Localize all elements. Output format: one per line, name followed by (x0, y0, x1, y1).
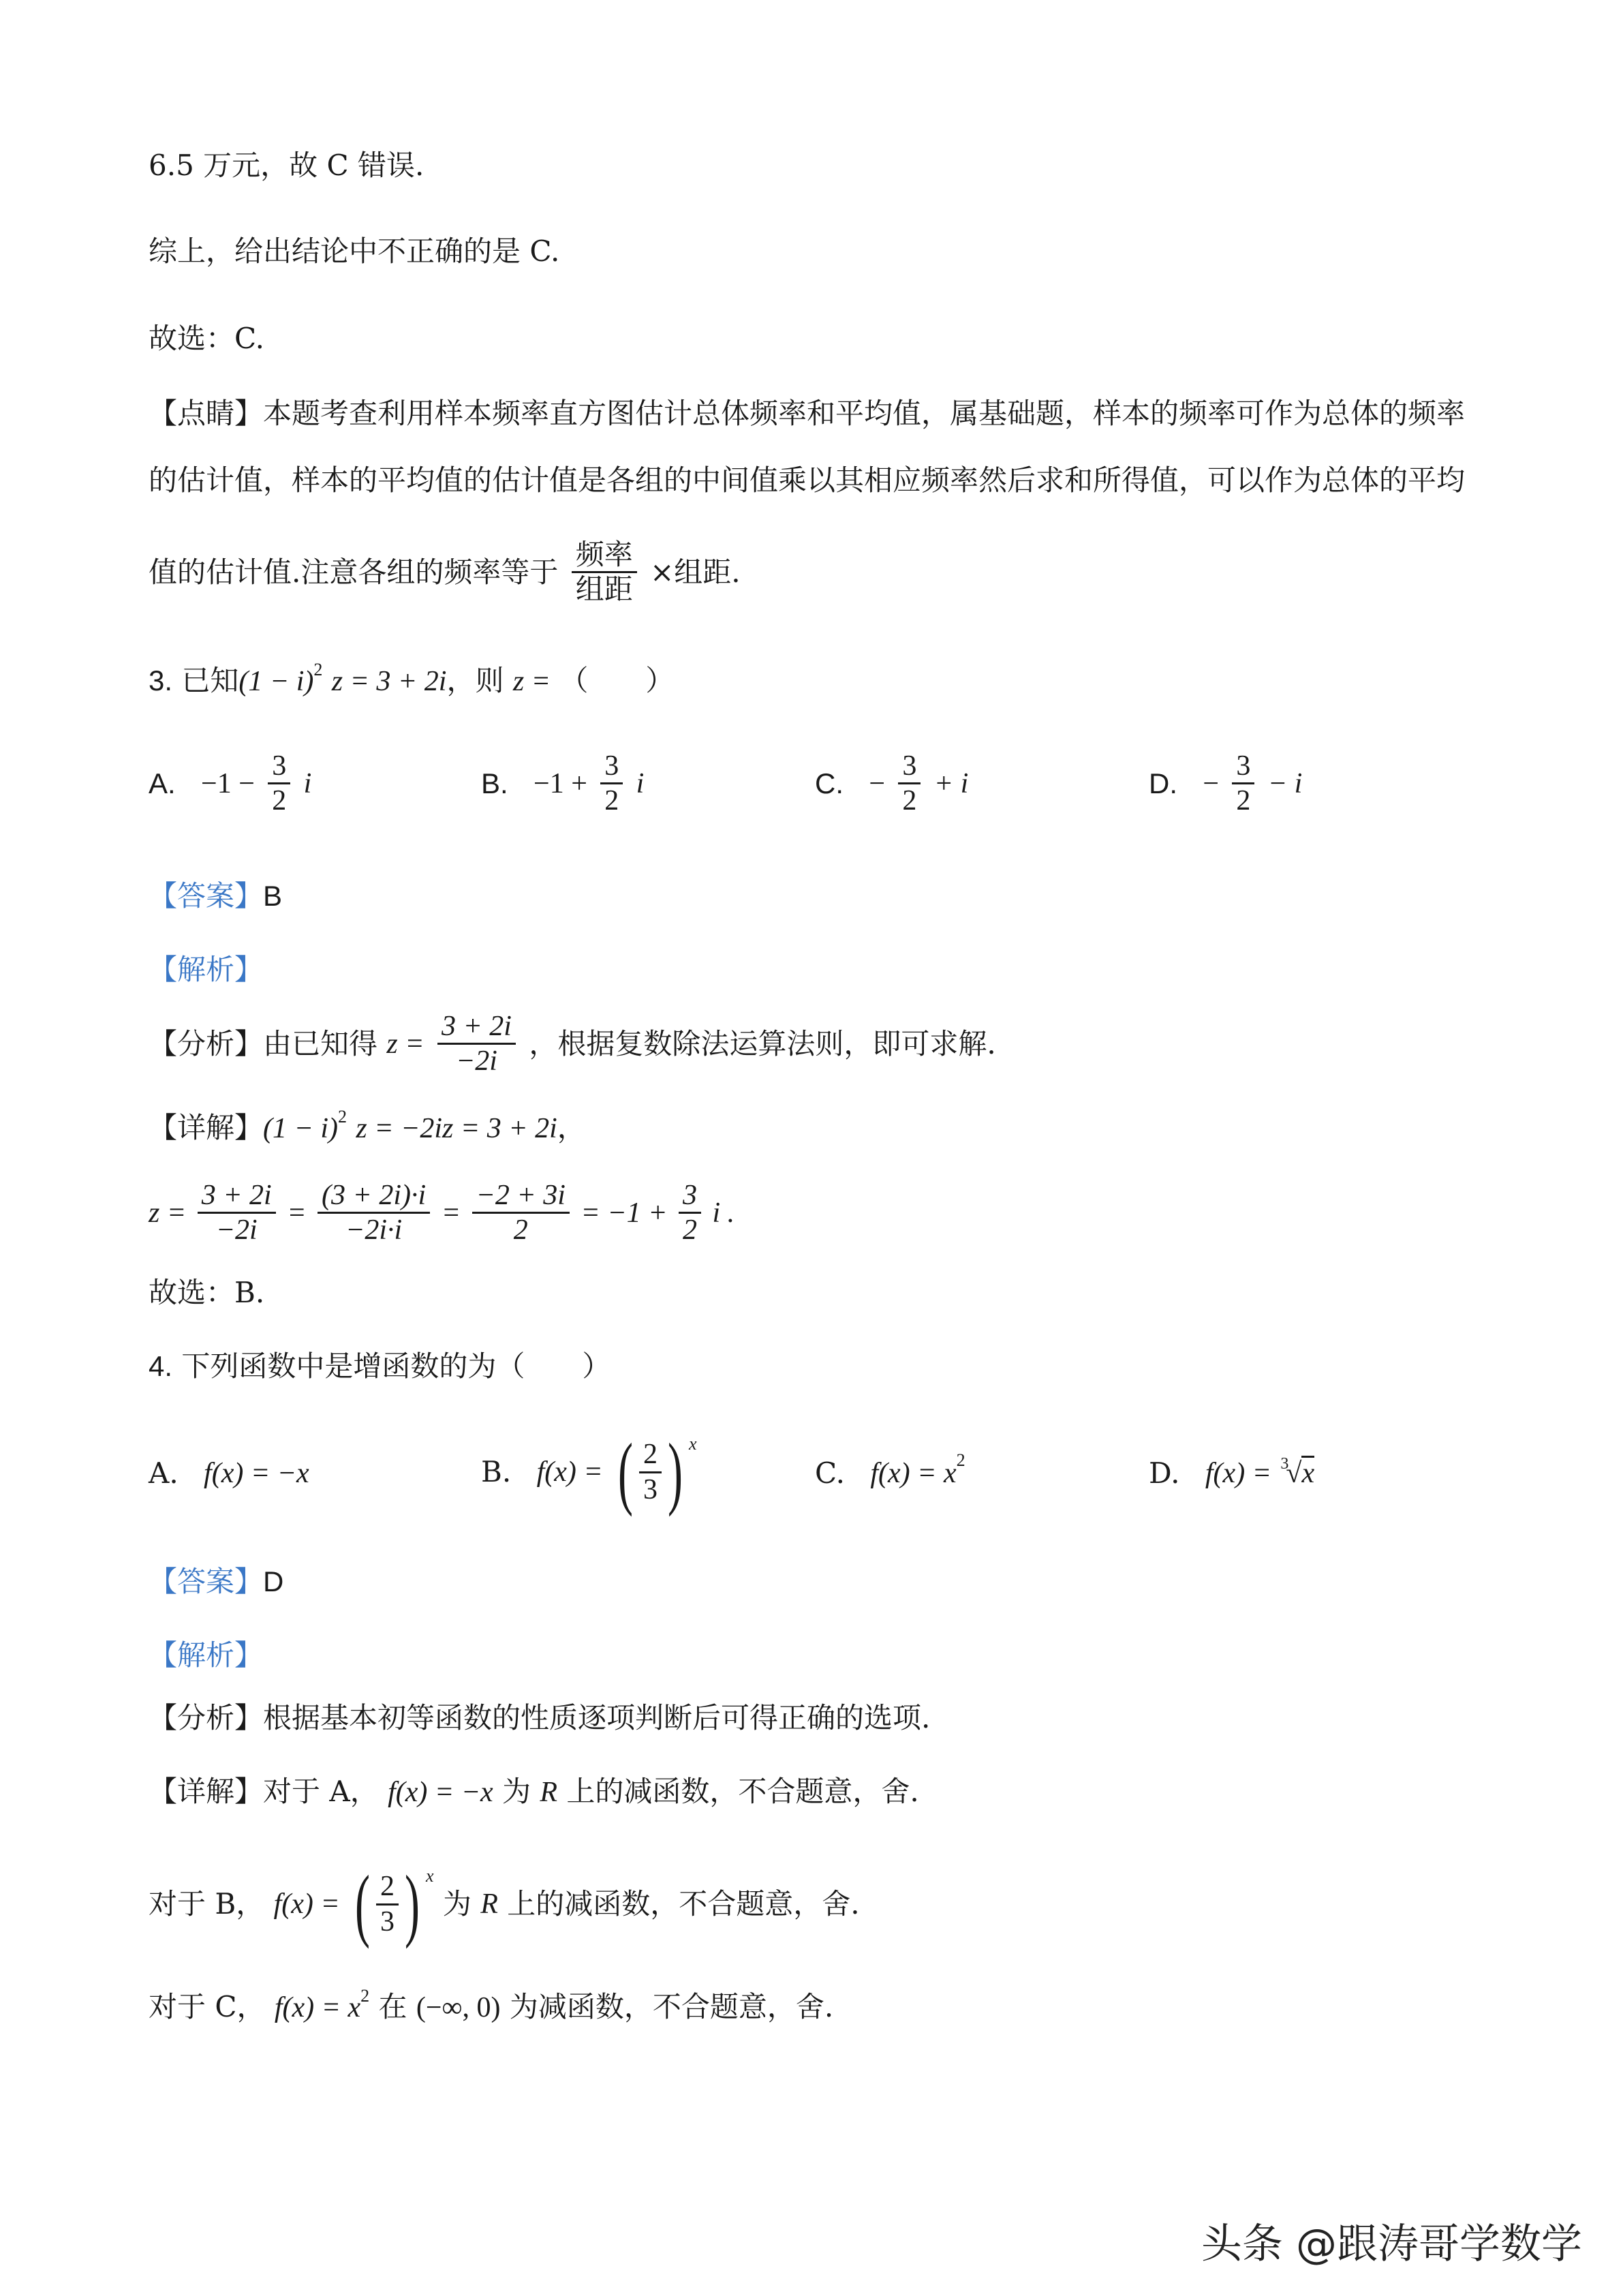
text: 对于 A， (263, 1775, 379, 1808)
fraction-denominator: −2i (455, 1045, 497, 1077)
equation-line (149, 1179, 735, 1247)
text-line: 故选：B. (149, 1276, 265, 1309)
fraction-numerator: 3 + 2i (198, 1179, 276, 1214)
answer-line (149, 879, 283, 913)
option-c (815, 1450, 965, 1490)
fenxi-tag: 【分析】 (149, 1026, 264, 1060)
math: (−∞, 0) (416, 1992, 501, 2023)
fraction-denominator: 2 (682, 1214, 697, 1246)
question-4-stem (149, 1349, 611, 1383)
math: f(x) = (536, 1456, 603, 1488)
option-d (1149, 1457, 1314, 1488)
text: 为 (502, 1775, 531, 1808)
text: 为减函数，不合题意，舍. (509, 1990, 834, 2023)
math: (1 − i) (263, 1113, 338, 1144)
superscript: 2 (338, 1107, 347, 1127)
text: . (731, 555, 741, 589)
fraction-numerator: 3 (600, 750, 623, 784)
text: 上的减函数，不合题意，舍. (507, 1887, 860, 1920)
left-paren: ( (618, 1426, 634, 1517)
text: 值的估计值.注意各组的频率等于 (149, 555, 559, 589)
option-b (481, 1426, 697, 1517)
math: i (303, 767, 312, 799)
fenxi-line (149, 1010, 996, 1078)
math: + i (933, 767, 969, 799)
xiangjie-tag: 【详解】 (149, 1111, 264, 1144)
math: − (869, 767, 886, 799)
fraction-numerator: (3 + 2i)·i (318, 1179, 430, 1214)
fraction (318, 1179, 430, 1247)
xiangjie-b-line (149, 1858, 860, 1949)
fraction (1232, 750, 1254, 818)
math: R (480, 1888, 498, 1920)
jiexi-tag: 【解析】 (149, 1638, 264, 1672)
option-label: A. (149, 767, 176, 799)
fraction-numerator: 3 (898, 750, 921, 784)
fraction-denominator: 3 (380, 1905, 395, 1938)
xiangjie-line (149, 1107, 586, 1144)
math: −1 − (201, 767, 255, 799)
fraction-numerator: 2 (376, 1870, 399, 1905)
right-paren: ) (668, 1426, 683, 1517)
fraction-denominator: 组距 (575, 572, 633, 607)
math: f(x) = x (274, 1992, 361, 2023)
text-line: 故选：C. (149, 322, 264, 355)
option-a (149, 1457, 309, 1488)
option-label: D. (1149, 767, 1177, 799)
root-index: 3 (1280, 1455, 1289, 1473)
math: = −1 + (581, 1197, 668, 1229)
option-label: B. (481, 1455, 512, 1488)
math: (1 − i) (238, 666, 314, 697)
fenxi-tag: 【分析】 (149, 1701, 264, 1734)
right-paren: ) (405, 1858, 420, 1949)
text: 上的减函数，不合题意，舍. (566, 1775, 919, 1808)
watermark: 头条 @跟涛哥学数学 (1201, 2220, 1582, 2268)
superscript: 2 (360, 1986, 370, 2006)
fraction-denominator: 2 (1236, 785, 1251, 817)
left-paren: ( (355, 1858, 371, 1949)
fenxi-line (149, 1701, 931, 1734)
fraction (268, 750, 290, 818)
fraction (572, 538, 637, 607)
math: z = −2iz = 3 + 2i (356, 1113, 557, 1144)
fraction (198, 1179, 276, 1247)
text-line: 的估计值，样本的平均值的估计值是各组的中间值乘以其相应频率然后求和所得值，可以作为总体的平均 (149, 463, 1466, 497)
jiexi-tag: 【解析】 (149, 953, 264, 986)
fraction-denominator: 2 (902, 785, 917, 817)
math: f(x) = (1205, 1458, 1272, 1489)
option-label: C. (815, 767, 844, 799)
radicand: x (1301, 1456, 1314, 1489)
option-c (815, 750, 968, 818)
answer-tag: 【答案】 (149, 1565, 264, 1598)
fraction-numerator: 频率 (572, 538, 637, 573)
math: = (441, 1197, 461, 1229)
option-d (1149, 750, 1302, 818)
text: （ ） (559, 664, 675, 697)
superscript: 2 (956, 1450, 965, 1470)
text-line: 6.5 万元，故 C 错误. (149, 149, 424, 182)
fraction-denominator: −2i (215, 1214, 258, 1246)
math: z = (149, 1197, 187, 1229)
fraction-numerator: −2 + 3i (472, 1179, 570, 1214)
dianjing-text: 本题考查利用样本频率直方图估计总体频率和平均值，属基础题，样本的频率可作为总体的频率 (263, 397, 1466, 430)
math: = (287, 1197, 307, 1229)
answer-tag: 【答案】 (149, 879, 264, 913)
text: 在 (378, 1990, 407, 2023)
math: f(x) = x (870, 1458, 957, 1489)
fraction-denominator: 3 (643, 1473, 658, 1505)
option-b (481, 750, 644, 818)
text: ， (557, 1111, 586, 1144)
math: i . (712, 1197, 735, 1229)
math: f(x) = −x (204, 1458, 309, 1489)
fraction (679, 1179, 701, 1247)
fraction-numerator: 3 (268, 750, 290, 784)
fraction (600, 750, 623, 818)
answer-value: B (263, 880, 283, 912)
fraction-numerator: 3 + 2i (437, 1010, 516, 1045)
text: ，则 (446, 664, 504, 697)
text: 根据基本初等函数的性质逐项判断后可得正确的选项. (263, 1701, 931, 1734)
option-a (149, 750, 311, 818)
dianjing-tag: 【点睛】 (149, 397, 264, 430)
answer-line (149, 1567, 283, 1596)
option-label: C. (815, 1456, 845, 1490)
text: 下列函数中是增函数的为（ ） (181, 1349, 611, 1383)
question-number: 3. (149, 664, 173, 697)
superscript: x (426, 1866, 434, 1886)
fraction (472, 1179, 570, 1247)
math: R (540, 1777, 558, 1808)
superscript: x (689, 1434, 697, 1454)
text: ，根据复数除法运算法则，即可求解. (529, 1026, 996, 1060)
fraction-numerator: 3 (1232, 750, 1254, 784)
text: 由已知得 (263, 1026, 378, 1060)
answer-value: D (263, 1565, 284, 1597)
text: 对于 B， (149, 1887, 265, 1920)
option-label: B. (481, 767, 508, 799)
math: −1 + (534, 767, 587, 799)
dianjing-line (149, 399, 1465, 428)
text: ×组距 (650, 555, 732, 589)
xiangjie-tag: 【详解】 (149, 1775, 264, 1808)
fraction-denominator: 2 (604, 785, 619, 817)
math: f(x) = −x (388, 1777, 493, 1808)
fraction-denominator: 2 (272, 785, 287, 817)
fraction (639, 1438, 662, 1506)
radical-sign: √ (1286, 1458, 1302, 1489)
math: i (636, 767, 645, 799)
superscript: 2 (313, 660, 323, 679)
math: − (1203, 767, 1220, 799)
text-line: 综上，给出结论中不正确的是 C. (149, 234, 560, 268)
math: z = (386, 1028, 424, 1060)
text: 为 (442, 1887, 472, 1920)
option-label: D. (1149, 1456, 1180, 1490)
option-label: A. (149, 1456, 179, 1490)
fraction (376, 1870, 399, 1938)
question-number: 4. (149, 1350, 173, 1382)
fraction (437, 1010, 516, 1078)
xiangjie-c-line (149, 1986, 834, 2023)
fraction-denominator: −2i·i (345, 1214, 403, 1246)
math: f(x) = (273, 1888, 340, 1920)
xiangjie-a-line (149, 1777, 919, 1807)
math: z = 3 + 2i (331, 666, 447, 697)
math: z = (512, 666, 551, 697)
math: − i (1267, 767, 1303, 799)
fraction-numerator: 3 (679, 1179, 701, 1214)
dianjing-formula-line (149, 538, 741, 607)
fraction (898, 750, 921, 818)
text: 对于 C， (149, 1990, 266, 2023)
question-3-stem (149, 660, 675, 697)
fraction-denominator: 2 (513, 1214, 528, 1246)
text: 已知 (181, 664, 239, 697)
fraction-numerator: 2 (639, 1438, 662, 1473)
